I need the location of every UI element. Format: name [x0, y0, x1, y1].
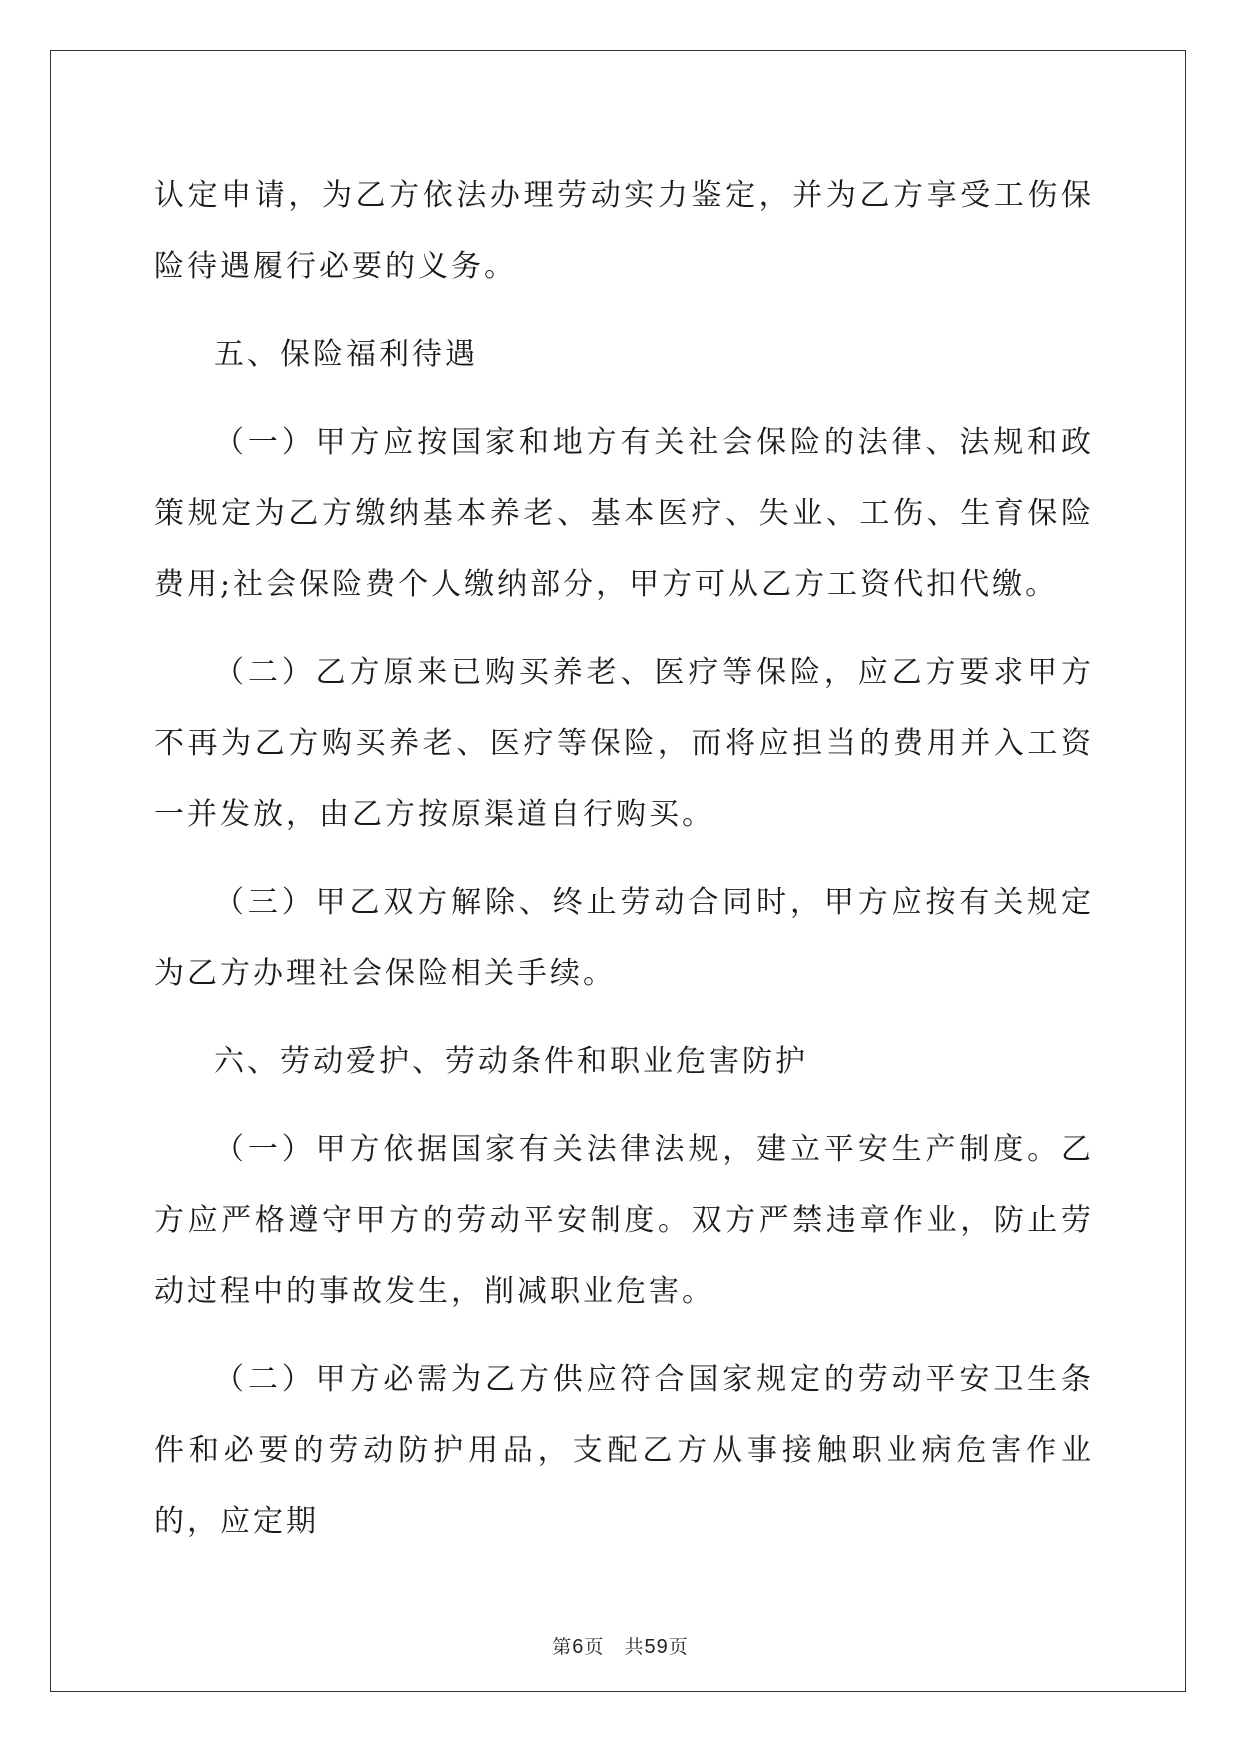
- paragraph: （三）甲乙双方解除、终止劳动合同时，甲方应按有关规定为乙方办理社会保险相关手续。: [154, 885, 1094, 991]
- document-body: [154, 160, 1094, 1574]
- paragraph: （一）甲方应按国家和地方有关社会保险的法律、法规和政策规定为乙方缴纳基本养老、基本医疗、失业、工伤、生育保险费用;社会保险费个人缴纳部分，甲方可从乙方工资代扣代缴。: [154, 425, 1094, 602]
- total-prefix: 共: [624, 1636, 645, 1658]
- total-suffix: 页: [668, 1636, 689, 1658]
- total-pages: 59: [644, 1636, 669, 1658]
- paragraph: （一）甲方依据国家有关法律法规，建立平安生产制度。乙方应严格遵守甲方的劳动平安制度。双方严禁违章作业，防止劳动过程中的事故发生，削减职业危害。: [154, 1132, 1094, 1309]
- paragraph: （二）甲方必需为乙方供应符合国家规定的劳动平安卫生条件和必要的劳动防护用品，支配乙方从事接触职业病危害作业的，应定期: [154, 1362, 1094, 1539]
- paragraph: 认定申请，为乙方依法办理劳动实力鉴定，并为乙方享受工伤保险待遇履行必要的义务。: [154, 178, 1094, 284]
- section-heading: 五、保险福利待遇: [214, 337, 478, 372]
- page-footer: [0, 1632, 1241, 1659]
- page-prefix: 第: [552, 1636, 573, 1658]
- page-number: 6: [572, 1636, 585, 1658]
- page-suffix: 页: [584, 1636, 605, 1658]
- paragraph: （二）乙方原来已购买养老、医疗等保险，应乙方要求甲方不再为乙方购买养老、医疗等保险，而将应担当的费用并入工资一并发放，由乙方按原渠道自行购买。: [154, 655, 1094, 832]
- section-heading: 六、劳动爱护、劳动条件和职业危害防护: [214, 1044, 808, 1079]
